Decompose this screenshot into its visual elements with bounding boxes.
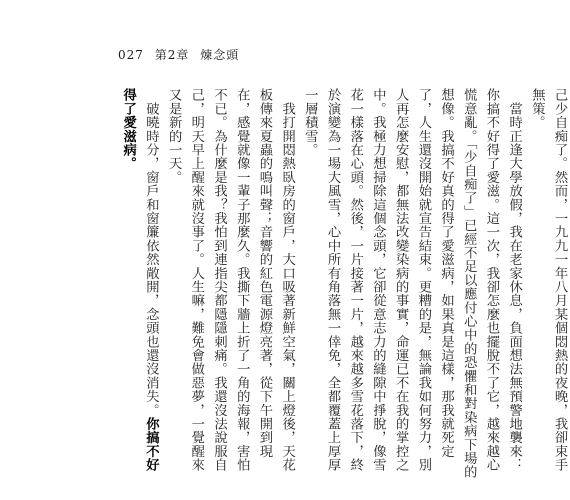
vertical-text-block <box>116 88 570 480</box>
page-number: 027 <box>118 48 144 62</box>
paragraph-4-text: 破曉時分，窗戶和窗簾依然敞開，念頭也還沒消失。 <box>143 88 159 417</box>
paragraph-2-text: 當時正逢大學放假，我在老家休息，負面想法無預警地襲來：你搞不好得了愛滋。這一次，我卻怎麼也擺脫不了它，越來越心慌意亂。「少自痴了」已經不足以應付心中的恐懼和對染病下場的想像。我搞不好真的得了愛滋病，如果真是這樣，那我就死定了，人生還沒開始就宣告結束。更糟的是，無論我如何努力，別人再怎麼安慰，都無法改變染病的事實，命運已不在我的掌控之中。我極力想掃除這個念頭，它卻從意志力的縫隙中掙脫，像雪花一樣落在心頭。然後，一片接著一片，越來越多雪花落下，終於演變為一場大風雪，心中所有角落無一倖免，全都覆蓋上厚厚一層積雪。 <box>302 88 522 479</box>
running-head <box>118 46 245 63</box>
paragraph-4 <box>116 88 161 480</box>
paragraph-1 <box>525 88 570 480</box>
chapter-title: 煉念頭 <box>200 48 240 62</box>
chapter-label: 第2章 <box>154 48 190 62</box>
paragraph-1-text: 己少自痴了。然而，一九九一年八月某個悶熱的夜晚，我卻束手無策。 <box>529 88 568 472</box>
paragraph-3 <box>161 88 297 480</box>
paragraph-2 <box>298 88 525 480</box>
paragraph-3-text: 我打開悶熱臥房的窗戶，大口吸著新鮮空氣，關上燈後，天花板傳來夏蟲的鳴叫聲；音響的紅色電源燈亮著，從下午開到現在，感覺就像一輩子那麼久。我撕下牆上折了一角的海報，害怕不已。為什麼是我？我怕到連指尖都隱隱刺痛。我還沒法說服自己，明天早上醒來就沒事了。人生嘛，難免會做惡夢，一覺醒來又是新的一天。 <box>166 88 295 472</box>
paragraph-4-bold-thought: 你搞不好得了愛滋病。 <box>120 88 159 472</box>
